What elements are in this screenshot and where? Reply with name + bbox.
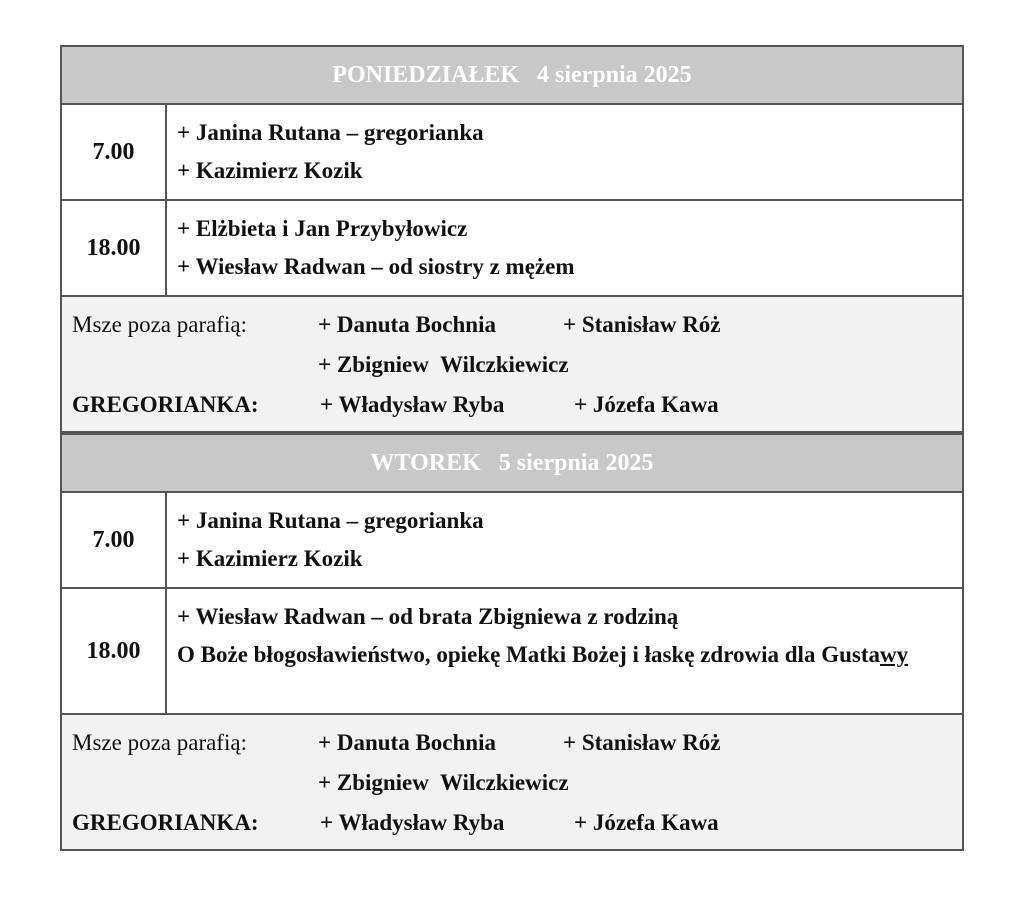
intention: + Elżbieta i Jan Przybyłowicz [177,216,468,241]
outside-name: + Danuta Bochnia [318,730,496,755]
weekday: WTOREK [370,450,481,476]
mass-row [62,589,962,715]
intention: + Wiesław Radwan – od brata Zbigniewa z rodziną [177,604,679,629]
gregorian-name: + Władysław Ryba [320,392,505,417]
mass-schedule-table [60,45,964,851]
outside-label: Msze poza parafią: [72,730,247,755]
gregorian-label: GREGORIANKA: [72,392,259,417]
mass-row [62,493,962,589]
mass-time: 7.00 [62,493,167,587]
outside-name: + Stanisław Róż [563,730,721,755]
gregorian-line [72,385,952,425]
mass-row [62,201,962,297]
date: 4 sierpnia 2025 [537,62,692,88]
outside-name: + Stanisław Róż [563,312,721,337]
outside-line [72,723,952,763]
outside-name: + Danuta Bochnia [318,312,496,337]
outside-line [72,305,952,345]
special-intention-underlined: wy [880,642,909,667]
outside-parish-masses [62,715,962,849]
outside-line [72,763,952,803]
special-intention-text: O Boże błogosławieństwo, opiekę Matki Bożej i łaskę zdrowia dla Gusta [177,642,880,667]
mass-row [62,105,962,201]
mass-time: 18.00 [62,201,167,295]
gregorian-label: GREGORIANKA: [72,810,259,835]
outside-name: + Zbigniew Wilczkiewicz [318,770,569,795]
outside-label: Msze poza parafią: [72,312,247,337]
weekday: PONIEDZIAŁEK [332,62,519,88]
intentions-list [167,105,962,199]
outside-name: + Zbigniew Wilczkiewicz [318,352,569,377]
gregorian-line [72,803,952,843]
outside-line [72,345,952,385]
intention: + Janina Rutana – gregorianka [177,508,484,533]
mass-time: 18.00 [62,589,167,713]
day-header-tuesday [62,433,962,493]
gregorian-name: + Józefa Kawa [574,810,719,835]
intention: + Wiesław Radwan – od siostry z mężem [177,254,575,279]
day-header-monday [62,47,962,105]
gregorian-name: + Józefa Kawa [574,392,719,417]
intention: + Janina Rutana – gregorianka [177,120,484,145]
intention: + Kazimierz Kozik [177,546,363,571]
intentions-list [167,201,962,295]
date: 5 sierpnia 2025 [498,450,654,476]
mass-time: 7.00 [62,105,167,199]
intention: + Kazimierz Kozik [177,158,363,183]
special-intention [177,641,952,669]
outside-parish-masses [62,297,962,433]
intentions-list [167,589,962,713]
gregorian-name: + Władysław Ryba [320,810,505,835]
intentions-list [167,493,962,587]
